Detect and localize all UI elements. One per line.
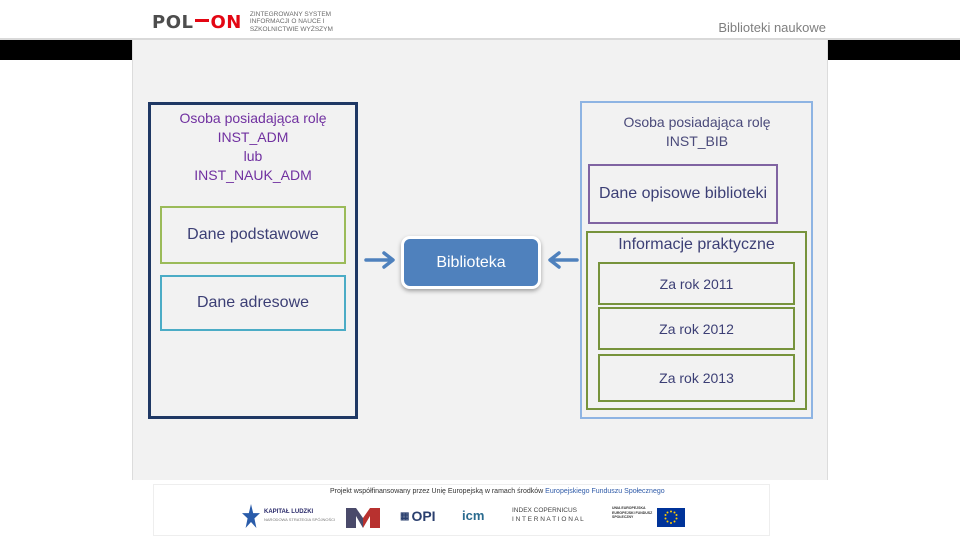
left-role-line3: lub <box>243 148 263 164</box>
dane-adresowe-box <box>160 275 346 331</box>
informacje-praktyczne-label: Informacje praktyczne <box>618 236 775 253</box>
left-role-line4: INST_NAUK_ADM <box>194 167 312 183</box>
logo-word-right: ON <box>210 11 242 33</box>
right-role-header <box>590 110 804 154</box>
dane-podstawowe-box <box>160 206 346 264</box>
left-role-header <box>160 108 346 186</box>
arrow-right-icon <box>362 249 398 271</box>
year-2011-box <box>598 262 795 305</box>
opi-mark-icon: ▦ <box>400 510 410 522</box>
icm-logo <box>462 508 484 523</box>
icm-text: icm <box>462 508 485 523</box>
informacje-praktyczne-title <box>588 234 805 256</box>
ministry-logo-icon <box>346 508 380 528</box>
right-role-line1: Osoba posiadająca rolę <box>623 114 771 130</box>
dane-podstawowe-label: Dane podstawowe <box>187 226 319 243</box>
year-2011-label: Za rok 2011 <box>659 275 734 292</box>
opi-logo <box>400 508 436 524</box>
eu-fund-logo <box>612 506 654 520</box>
kl-subtitle: NARODOWA STRATEGIA SPÓJNOŚCI <box>264 517 336 522</box>
logo-word-left: POL <box>152 11 194 33</box>
biblioteka-node <box>401 236 541 289</box>
dane-opisowe-label: Dane opisowe biblioteki <box>598 185 768 202</box>
year-2013-box <box>598 354 795 402</box>
eu-flag-icon <box>657 508 685 527</box>
footer-text-fund: Europejskiego Funduszu Społecznego <box>545 488 665 495</box>
index-line1: INDEX COPERNICUS <box>512 507 578 514</box>
dane-adresowe-label: Dane adresowe <box>196 294 310 311</box>
year-2012-label: Za rok 2012 <box>659 320 734 337</box>
right-role-line2: INST_BIB <box>665 133 729 149</box>
biblioteka-label: Biblioteka <box>436 253 506 271</box>
left-role-line2: INST_ADM <box>217 129 289 145</box>
eu-fund-text: UNIA EUROPEJSKA EUROPEJSKI FUNDUSZ SPOŁECZNY <box>612 506 653 519</box>
dane-opisowe-box <box>588 164 778 224</box>
polon-logo <box>152 10 370 34</box>
logo-tagline: ZINTEGROWANY SYSTEM INFORMACJI O NAUCE I SZKOLNICTWIE WYŻSZYM <box>249 10 333 33</box>
footer-cofinancing-text <box>330 488 665 495</box>
index-copernicus-logo <box>512 506 584 524</box>
arrow-left-icon <box>545 249 581 271</box>
year-2012-box <box>598 307 795 350</box>
section-title: Biblioteki naukowe <box>718 20 826 35</box>
left-role-line1: Osoba posiadająca rolę <box>179 110 327 126</box>
year-2013-label: Za rok 2013 <box>659 370 734 386</box>
star-icon <box>242 504 260 528</box>
kapital-ludzki-logo <box>242 504 335 528</box>
index-line2: I N T E R N A T I O N A L <box>512 516 584 523</box>
opi-text: OPI <box>411 508 436 524</box>
footer-text-prefix: Projekt współfinansowany przez Unię Europejską w ramach środków <box>330 488 546 495</box>
kl-title: KAPITAŁ LUDZKI <box>264 509 314 515</box>
logo-dash <box>195 19 209 22</box>
